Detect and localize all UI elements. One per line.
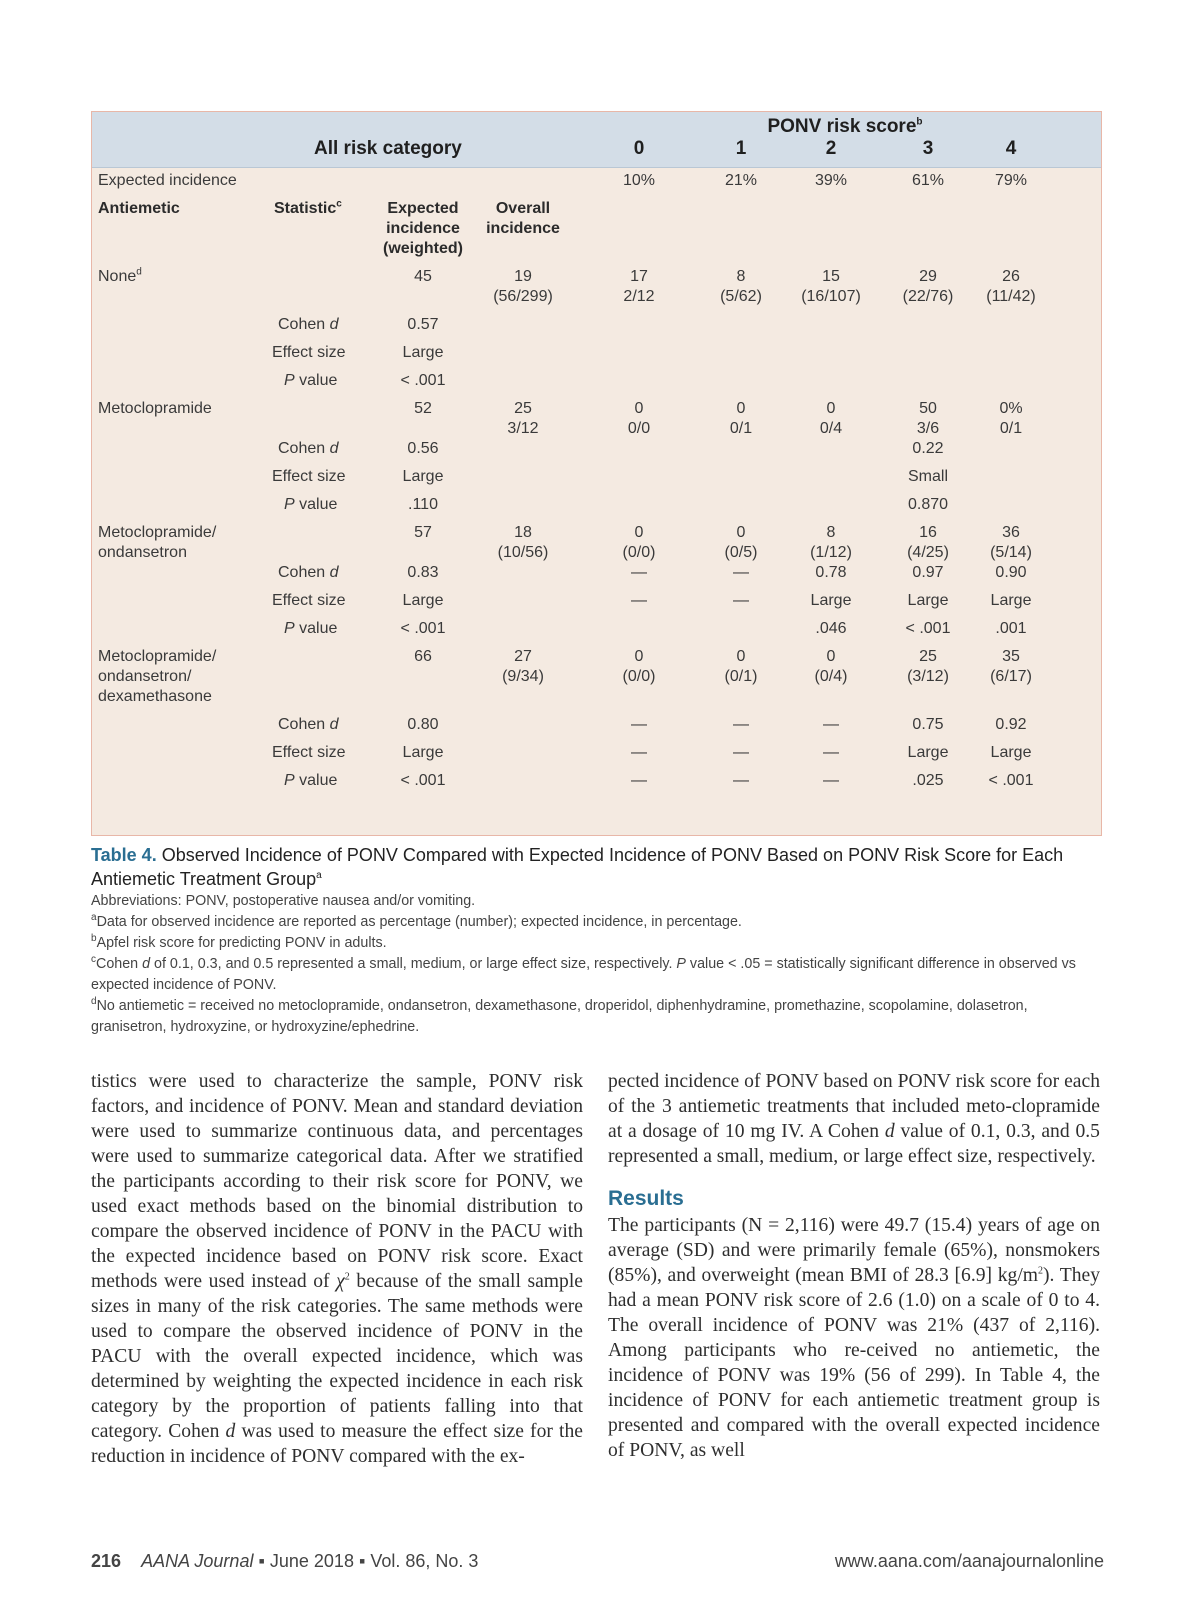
results-paragraph: The participants (N = 2,116) were 49.7 (15.4) years of age on average (SD) and were primarily female (65%), nonsmokers (85%), and overweight (mean BMI of 28.3 [6.9] $kg/m^2$). They had a mean PONV risk score of 2.6 (1.0) on a scale of 0 to 4. The overall incidence of PONV was 21% (437 of 2,116). Among participants who re-ceived no antiemetic, the incidence of PONV was 19% (56 of 299). In Table 4, the incidence of PONV for each antiemetic treatment group is presented and compared with the overall expected incidence of PONV, as well	[608, 1215, 1100, 1461]
meto-ond-p-score-4: .001	[995, 620, 1027, 637]
group-meto-ond-label: Metoclopramide/ ondansetron	[98, 524, 217, 561]
meto-ond-dex-p-score-1: —	[733, 772, 749, 789]
meto-ond-dex-expected: 66	[414, 648, 432, 665]
meto-ond-dex-score-1: 0 (0/1)	[724, 648, 758, 685]
overall-incidence-heading: Overall incidence	[486, 200, 560, 237]
meto-ond-cohen-score-0: —	[631, 564, 647, 581]
expected-score-1: 21%	[724, 172, 758, 189]
meto-overall: 25 3/12	[507, 400, 539, 437]
meto-p-label: P value	[284, 496, 338, 513]
none-score-3: 29 (22/76)	[902, 268, 954, 305]
score-header-4: 4	[1005, 138, 1017, 159]
page-number: 216	[91, 1551, 122, 1571]
none-effect-value: Large	[402, 344, 444, 361]
meto-ond-dex-score-0: 0 (0/0)	[622, 648, 656, 685]
meto-ond-score-1: 0 (0/5)	[724, 524, 758, 561]
footer-separator: ▪	[258, 1551, 265, 1571]
meto-score-0: 0 0/0	[627, 400, 651, 437]
meto-ond-effect-score-3: Large	[907, 592, 949, 609]
statistic-heading: Statistic$^c$	[274, 198, 342, 217]
footer-separator: ▪	[358, 1551, 366, 1571]
meto-ond-dex-cohen-score-3: 0.75	[912, 716, 944, 733]
meto-score-1: 0 0/1	[729, 400, 753, 437]
none-score-1: 8 (5/62)	[720, 268, 762, 305]
meto-ond-dex-effect-score-0: —	[631, 744, 647, 761]
meto-ond-effect-label: Effect size	[272, 592, 346, 609]
none-score-0: 17 2/12	[623, 268, 655, 305]
meto-ond-dex-cohen-score-1: —	[733, 716, 749, 733]
meto-ond-p-label: P value	[284, 620, 338, 637]
all-risk-heading: All risk category	[314, 138, 462, 159]
meto-cohen-label: Cohen d	[278, 440, 339, 457]
meto-ond-score-2: 8 (1/12)	[810, 524, 852, 561]
page-footer-left	[91, 1551, 478, 1572]
footnote-a: $^a$Data for observed incidence are reported as percentage (number); expected incidence, in percentage.	[91, 912, 742, 930]
meto-ond-effect-score-1: —	[733, 592, 749, 609]
meto-p-value: .110	[408, 496, 438, 513]
expected-score-4: 79%	[994, 172, 1028, 189]
caption-title: Table 4. Observed Incidence of PONV Compared with Expected Incidence of PONV Based on PONV Risk Score for Each Antiemetic Treatment Group$^a$	[91, 845, 1064, 889]
expected-score-3: 61%	[911, 172, 945, 189]
none-p-label: P value	[284, 372, 338, 389]
meto-score-4: 0% 0/1	[999, 400, 1023, 437]
meto-ond-dex-cohen-score-2: —	[823, 716, 839, 733]
meto-effect-label: Effect size	[272, 468, 346, 485]
meto-ond-expected: 57	[414, 524, 432, 541]
meto-ond-score-3: 16 (4/25)	[907, 524, 949, 561]
meto-ond-dex-p-score-2: —	[823, 772, 839, 789]
score-header-1: 1	[735, 138, 747, 159]
volume-info: Vol. 86, No. 3	[370, 1551, 479, 1571]
none-effect-label: Effect size	[272, 344, 346, 361]
meto-ond-dex-cohen-label: Cohen d	[278, 716, 339, 733]
none-cohen-value: 0.57	[407, 316, 439, 333]
group-meto-ond-dex-label: Metoclopramide/ ondansetron/ dexamethasone	[98, 648, 217, 705]
meto-effect-score-3: Small	[907, 468, 949, 485]
issue-date: June 2018	[269, 1551, 354, 1571]
abbreviations-note: Abbreviations: PONV, postoperative nausea and/or vomiting.	[91, 893, 476, 909]
meto-ond-dex-effect-score-2: —	[823, 744, 839, 761]
antiemetic-heading: Antiemetic	[98, 200, 180, 217]
meto-ond-effect-score-0: —	[631, 592, 647, 609]
expected-incidence-label: Expected incidence	[98, 172, 237, 189]
meto-ond-dex-score-3: 25 (3/12)	[907, 648, 949, 685]
footnote-d: $^d$No antiemetic = received no metoclopramide, ondansetron, dexamethasone, droperidol, diphenhydramine, promethazine, scopolamine, dolasetron, granisetron, hydroxyzine, or hydroxyzine/ephedrine.	[91, 996, 1028, 1035]
meto-ond-dex-score-4: 35 (6/17)	[990, 648, 1032, 685]
expected-weighted-heading: Expected incidence (weighted)	[383, 200, 463, 257]
results-heading: Results	[608, 1187, 684, 1210]
meto-ond-dex-p-score-3: .025	[912, 772, 944, 789]
journal-name: AANA Journal	[141, 1551, 254, 1571]
meto-score-3: 50 3/6	[916, 400, 940, 437]
none-cohen-label: Cohen d	[278, 316, 339, 333]
meto-ond-p-score-3: < .001	[905, 620, 951, 637]
meto-ond-effect-score-2: Large	[810, 592, 852, 609]
meto-ond-dex-p-score-4: < .001	[988, 772, 1034, 789]
meto-expected: 52	[414, 400, 432, 417]
footnote-b: $^b$Apfel risk score for predicting PONV in adults.	[91, 933, 387, 951]
meto-p-score-3: 0.870	[907, 496, 949, 513]
meto-ond-dex-cohen-value: 0.80	[407, 716, 439, 733]
meto-score-2: 0 0/4	[819, 400, 843, 437]
meto-ond-dex-p-score-0: —	[631, 772, 647, 789]
meto-ond-dex-cohen-score-0: —	[631, 716, 647, 733]
meto-ond-overall: 18 (10/56)	[497, 524, 549, 561]
meto-ond-dex-overall: 27 (9/34)	[502, 648, 544, 685]
table-header-band	[92, 112, 1101, 168]
meto-ond-cohen-label: Cohen d	[278, 564, 339, 581]
meto-ond-dex-effect-score-1: —	[733, 744, 749, 761]
group-meto-label: Metoclopramide	[98, 400, 212, 417]
methods-continued-paragraph: pected incidence of PONV based on PONV risk score for each of the 3 antiemetic treatments that included meto-clopramide at a dosage of 10 mg IV. A Cohen d value of 0.1, 0.3, and 0.5 represented a small, medium, or large effect size, respectively.	[608, 1071, 1100, 1167]
score-header-2: 2	[825, 138, 837, 159]
meto-ond-dex-score-2: 0 (0/4)	[814, 648, 848, 685]
meto-ond-dex-effect-value: Large	[402, 744, 444, 761]
meto-ond-p-value: < .001	[400, 620, 446, 637]
expected-score-2: 39%	[814, 172, 848, 189]
none-p-value: < .001	[400, 372, 446, 389]
meto-ond-dex-p-value: < .001	[400, 772, 446, 789]
meto-ond-cohen-score-4: 0.90	[995, 564, 1027, 581]
meto-ond-effect-value: Large	[402, 592, 444, 609]
meto-ond-dex-p-label: P value	[284, 772, 338, 789]
meto-ond-cohen-score-3: 0.97	[912, 564, 944, 581]
journal-url[interactable]: www.aana.com/aanajournalonline	[834, 1551, 1104, 1571]
table-caption	[91, 843, 1106, 1038]
meto-ond-dex-effect-label: Effect size	[272, 744, 346, 761]
ponv-risk-heading: PONV risk score$^b$	[767, 116, 923, 137]
meto-effect-value: Large	[402, 468, 444, 485]
meto-ond-p-score-2: .046	[815, 620, 847, 637]
score-header-0: 0	[633, 138, 645, 159]
meto-ond-cohen-value: 0.83	[407, 564, 439, 581]
footnote-c: $^c$Cohen d of 0.1, 0.3, and 0.5 represented a small, medium, or large effect size, respectively. P value < .05 = statistically significant difference in observed vs expected incidence of PONV.	[91, 954, 1076, 993]
none-score-2: 15 (16/107)	[801, 268, 861, 305]
meto-cohen-score-3: 0.22	[912, 440, 944, 457]
meto-ond-score-0: 0 (0/0)	[622, 524, 656, 561]
meto-ond-dex-effect-score-3: Large	[907, 744, 949, 761]
meto-ond-score-4: 36 (5/14)	[990, 524, 1032, 561]
expected-score-0: 10%	[622, 172, 656, 189]
meto-ond-cohen-score-2: 0.78	[815, 564, 847, 581]
meto-ond-cohen-score-1: —	[733, 564, 749, 581]
score-header-3: 3	[922, 138, 934, 159]
none-score-4: 26 (11/42)	[986, 268, 1036, 305]
meto-ond-dex-effect-score-4: Large	[990, 744, 1032, 761]
body-left-column	[91, 1069, 583, 1469]
methods-paragraph: tistics were used to characterize the sample, PONV risk factors, and incidence of PONV. Mean and standard deviation were used to summarize continuous data, and percentages were used to summarize categorical data. After we stratified the participants according to their risk score for PONV, we used exact methods based on the binomial distribution to compare the observed incidence of PONV in the PACU with the expected incidence based on PONV risk score. Exact methods were used instead of $\chi^2$ because of the small sample sizes in many of the risk categories. The same methods were used to compare the observed incidence of PONV in the PACU with the overall expected incidence, which was determined by weighting the expected incidence in each risk category by the proportion of patients falling into that category. Cohen d was used to measure the effect size for the reduction in incidence of PONV compared with the ex-	[91, 1071, 583, 1467]
none-overall: 19 (56/299)	[493, 268, 553, 305]
meto-ond-effect-score-4: Large	[990, 592, 1032, 609]
body-right-column	[608, 1069, 1100, 1463]
meto-ond-dex-cohen-score-4: 0.92	[995, 716, 1027, 733]
none-expected: 45	[414, 268, 432, 285]
meto-cohen-value: 0.56	[407, 440, 439, 457]
results-table	[91, 111, 1102, 836]
group-none-label: None$^d$	[98, 266, 142, 285]
